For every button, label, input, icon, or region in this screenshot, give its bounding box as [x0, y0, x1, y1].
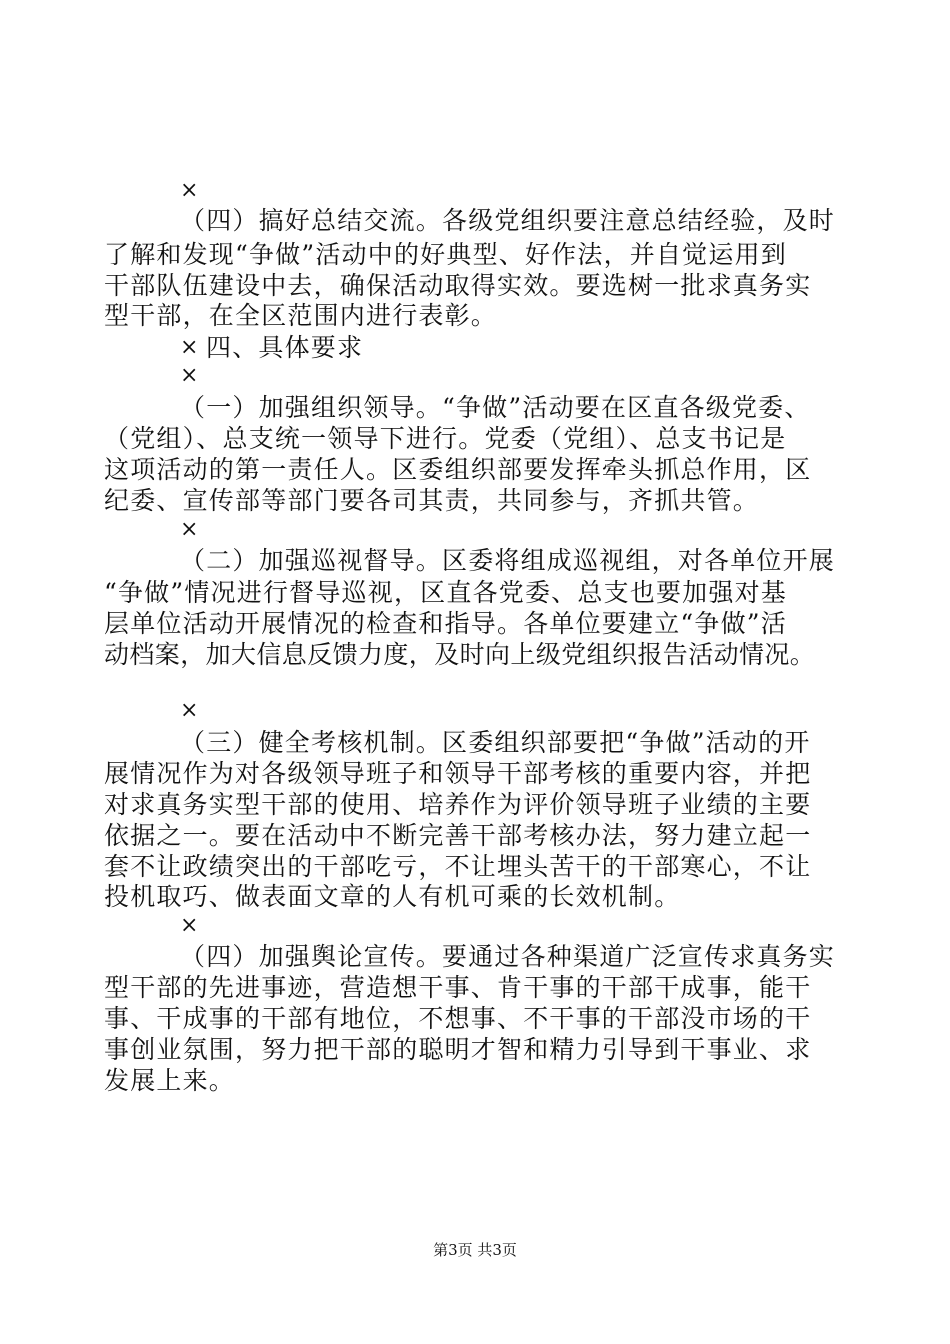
paragraph-line: 了解和发现“争做”活动中的好典型、好作法，并自觉运用到	[104, 240, 787, 269]
paragraph-line: 这项活动的第一责任人。区委组织部要发挥牵头抓总作用，区	[104, 455, 812, 484]
paragraph-line: 型干部，在全区范围内进行表彰。	[104, 301, 498, 330]
cross-mark-icon: ×	[180, 335, 199, 360]
paragraph-line: 动档案，加大信息反馈力度，及时向上级党组织报告活动情况。	[104, 640, 816, 669]
page-footer: 第3页 共3页	[433, 1241, 517, 1259]
cross-mark-icon: ×	[180, 698, 199, 723]
paragraph-line: 层单位活动开展情况的检查和指导。各单位要建立“争做”活	[104, 609, 787, 638]
paragraph-line: 纪委、宣传部等部门要各司其责，共同参与，齐抓共管。	[104, 486, 760, 515]
paragraph-line: （三）健全考核机制。区委组织部要把“争做”活动的开	[180, 728, 811, 757]
paragraph-line: （一）加强组织领导。“争做”活动要在区直各级党委、	[180, 393, 811, 422]
paragraph-line: （四）加强舆论宣传。要通过各种渠道广泛宣传求真务实	[180, 942, 836, 971]
paragraph-line: （二）加强巡视督导。区委将组成巡视组，对各单位开展	[180, 546, 836, 575]
section-heading: 四、具体要求	[206, 333, 364, 362]
paragraph-line: （党组）、总支统一领导下进行。党委（党组）、总支书记是	[104, 424, 787, 453]
paragraph-line: 对求真务实型干部的使用、培养作为评价领导班子业绩的主要	[104, 790, 812, 819]
paragraph-line: 事、干成事的干部有地位，不想事、不干事的干部没市场的干	[104, 1004, 812, 1033]
paragraph-line: “争做”情况进行督导巡视，区直各党委、总支也要加强对基	[104, 578, 787, 607]
paragraph-line: 投机取巧、做表面文章的人有机可乘的长效机制。	[104, 882, 681, 911]
paragraph-line: 型干部的先进事迹，营造想干事、肯干事的干部干成事，能干	[104, 973, 812, 1002]
cross-mark-icon: ×	[180, 913, 199, 938]
paragraph-line: 套不让政绩突出的干部吃亏，不让埋头苦干的干部寒心，不让	[104, 852, 812, 881]
paragraph-line: 事创业氛围，努力把干部的聪明才智和精力引导到干事业、求	[104, 1035, 812, 1064]
cross-mark-icon: ×	[180, 363, 199, 388]
paragraph-line: 展情况作为对各级领导班子和领导干部考核的重要内容，并把	[104, 759, 812, 788]
paragraph-line: 发展上来。	[104, 1066, 236, 1095]
cross-mark-icon: ×	[180, 178, 199, 203]
cross-mark-icon: ×	[180, 517, 199, 542]
paragraph-line: （四）搞好总结交流。各级党组织要注意总结经验，及时	[180, 206, 836, 235]
paragraph-line: 依据之一。要在活动中不断完善干部考核办法，努力建立起一	[104, 821, 812, 850]
paragraph-line: 干部队伍建设中去，确保活动取得实效。要选树一批求真务实	[104, 271, 812, 300]
